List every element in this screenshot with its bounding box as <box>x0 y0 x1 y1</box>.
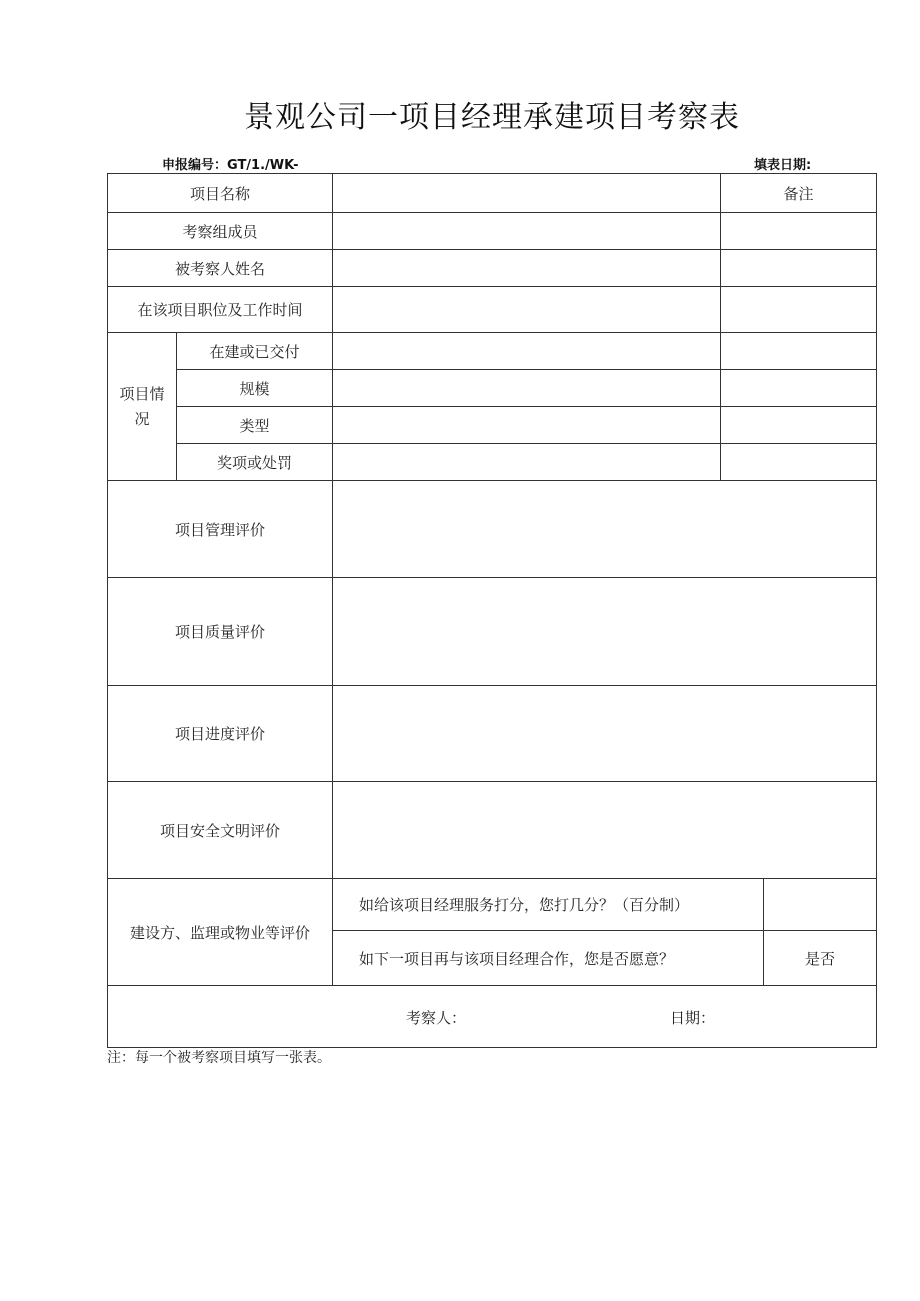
table-row <box>108 250 877 287</box>
status-awards-remark[interactable] <box>721 444 877 481</box>
table-row <box>108 686 877 782</box>
team-members-field[interactable] <box>333 213 721 250</box>
progress-eval-label: 项目进度评价 <box>108 686 333 782</box>
team-members-remark[interactable] <box>721 213 877 250</box>
status-row-label: 规模 <box>177 370 333 407</box>
table-row <box>108 333 877 370</box>
footnote: 注：每一个被考察项目填写一张表。 <box>107 1050 331 1066</box>
inspected-name-field[interactable] <box>333 250 721 287</box>
project-name-label: 项目名称 <box>108 174 333 213</box>
status-scale-remark[interactable] <box>721 370 877 407</box>
status-delivered-remark[interactable] <box>721 333 877 370</box>
signature-cell <box>108 986 877 1048</box>
table-row <box>108 782 877 879</box>
remarks-header: 备注 <box>721 174 877 213</box>
fill-date-label: 填表日期: <box>754 158 812 173</box>
form-title: 景观公司一项目经理承建项目考察表 <box>244 100 740 135</box>
status-awards-field[interactable] <box>333 444 721 481</box>
progress-eval-field[interactable] <box>333 686 877 782</box>
project-status-label: 项目情况 <box>108 333 177 481</box>
table-row <box>108 174 877 213</box>
management-eval-label: 项目管理评价 <box>108 481 333 578</box>
quality-eval-field[interactable] <box>333 578 877 686</box>
status-row-label: 奖项或处罚 <box>177 444 333 481</box>
team-members-label: 考察组成员 <box>108 213 333 250</box>
status-type-field[interactable] <box>333 407 721 444</box>
table-row <box>108 481 877 578</box>
score-field[interactable] <box>764 879 877 931</box>
inspected-name-remark[interactable] <box>721 250 877 287</box>
date-label: 日期： <box>670 1009 716 1027</box>
table-row <box>108 578 877 686</box>
inspection-form-table <box>107 173 877 1048</box>
status-delivered-field[interactable] <box>333 333 721 370</box>
position-time-remark[interactable] <box>721 287 877 333</box>
report-number-label: 申报编号：GT/1./WK- <box>162 158 299 173</box>
inspector-label: 考察人： <box>406 1009 467 1027</box>
stakeholder-eval-label: 建设方、监理或物业等评价 <box>108 879 333 986</box>
project-name-field[interactable] <box>333 174 721 213</box>
table-row <box>108 213 877 250</box>
position-time-label: 在该项目职位及工作时间 <box>108 287 333 333</box>
quality-eval-label: 项目质量评价 <box>108 578 333 686</box>
safety-eval-field[interactable] <box>333 782 877 879</box>
score-question: 如给该项目经理服务打分，您打几分？（百分制） <box>333 879 764 931</box>
safety-eval-label: 项目安全文明评价 <box>108 782 333 879</box>
cooperate-question: 如下一项目再与该项目经理合作，您是否愿意？ <box>333 931 764 986</box>
cooperate-answer[interactable]: 是否 <box>764 931 877 986</box>
table-row <box>108 444 877 481</box>
position-time-field[interactable] <box>333 287 721 333</box>
inspected-name-label: 被考察人姓名 <box>108 250 333 287</box>
table-row <box>108 287 877 333</box>
management-eval-field[interactable] <box>333 481 877 578</box>
status-type-remark[interactable] <box>721 407 877 444</box>
table-row <box>108 879 877 931</box>
status-scale-field[interactable] <box>333 370 721 407</box>
table-row <box>108 407 877 444</box>
status-row-label: 在建或已交付 <box>177 333 333 370</box>
status-row-label: 类型 <box>177 407 333 444</box>
table-row <box>108 986 877 1048</box>
table-row <box>108 370 877 407</box>
